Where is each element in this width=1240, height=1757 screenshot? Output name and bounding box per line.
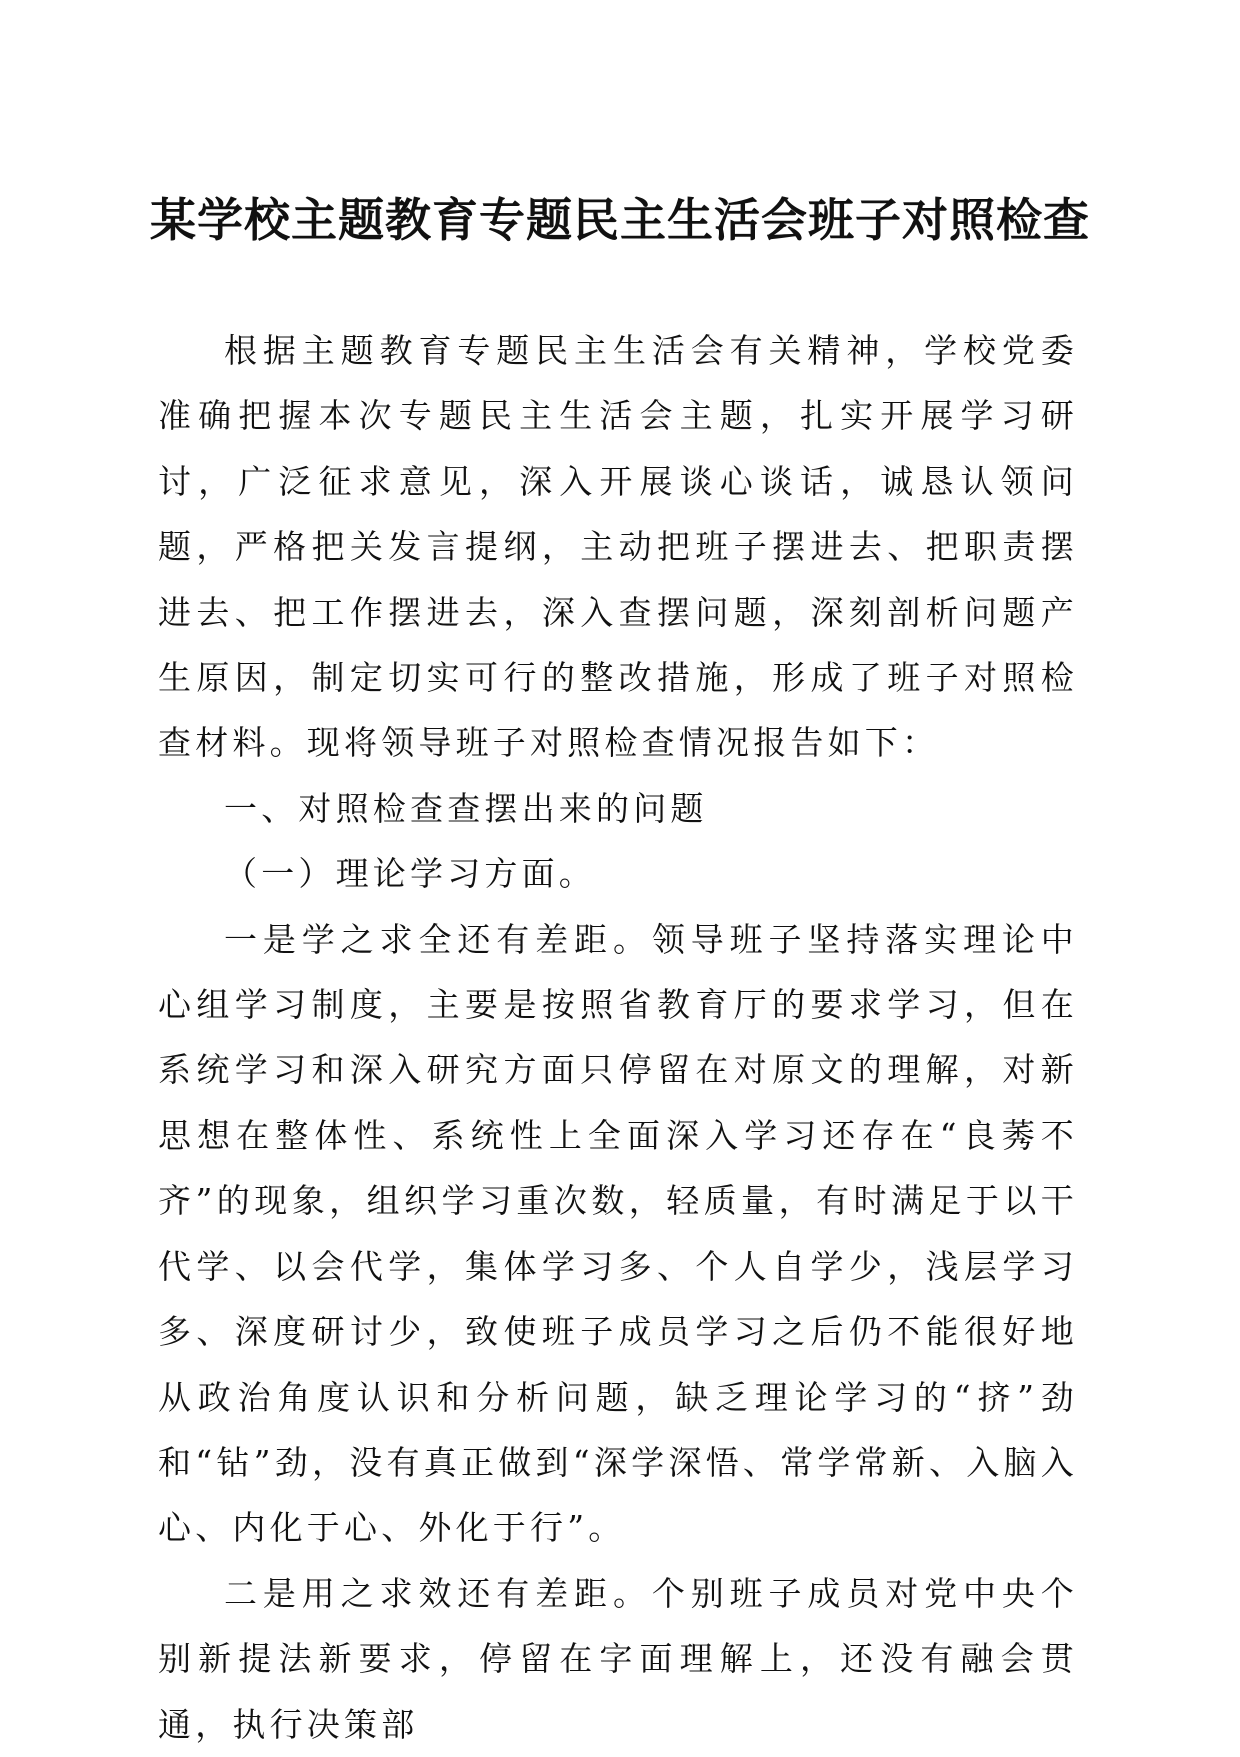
- document-title: 某学校主题教育专题民主生活会班子对照检查: [150, 193, 1090, 247]
- section-heading: 一、对照检查查摆出来的问题: [224, 788, 708, 828]
- paragraph-intro: 根据主题教育专题民主生活会有关精神，学校党委准确把握本次专题民主生活会主题，扎实开展学习研讨，广泛征求意见，深入开展谈心谈话，诚恳认领问题，严格把关发言提纲，主动把班子摆进去、把职责摆进去、把工作摆进去，深入查摆问题，深刻剖析问题产生原因，制定切实可行的整改措施，形成了班子对照检查材料。现将领导班子对照检查情况报告如下：: [158, 331, 1078, 763]
- paragraph-point-two: 二是用之求效还有差距。个别班子成员对党中央个别新提法新要求，停留在字面理解上，还没有融会贯通，执行决策部: [158, 1573, 1078, 1744]
- paragraph-point-one: 一是学之求全还有差距。领导班子坚持落实理论中心组学习制度，主要是按照省教育厅的要求学习，但在系统学习和深入研究方面只停留在对原文的理解，对新思想在整体性、系统性上全面深入学习还存在“良莠不齐”的现象，组织学习重次数，轻质量，有时满足于以干代学、以会代学，集体学习多、个人自学少，浅层学习多、深度研讨少，致使班子成员学习之后仍不能很好地从政治角度认识和分析问题，缺乏理论学习的“挤”劲和“钻”劲，没有真正做到“深学深悟、常学常新、入脑入心、内化于心、外化于行”。: [158, 919, 1078, 1548]
- document-body: [158, 318, 1078, 1757]
- subsection-heading: （一）理论学习方面。: [224, 854, 596, 894]
